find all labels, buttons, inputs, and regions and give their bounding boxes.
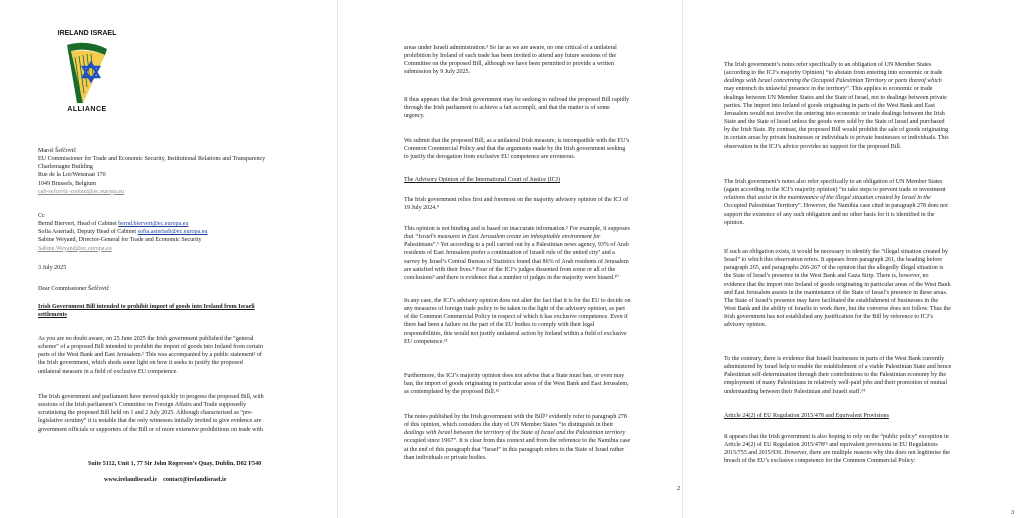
paragraph: We submit that the proposed Bill, as a unilateral Irish measure, is incompatible with the EU’s Common Commercial Policy and that the arguments made by the Irish government seeking to justify the derogation from exclusive EU competence are erroneous. [404,138,630,161]
recipient-email-link[interactable]: cab-sefcovic-contact@ec.europa.eu [38,188,125,195]
paragraph: In any case, the ICJ’s advisory opinion does not alter the fact that it is for the EU to decide on any measures of foreign trade policy to be taken in the light of the advisory opinion, as part of the Common Commercial Policy in respect of which it has exclusive competence. Even if there had been a failure on the part of the EU bodies to comply with their legal responsibilities, this would not justify unilateral action by Ireland within a field of exclusive EU competence.¹¹ [404,298,631,345]
paragraph: If such an obligation exists, it would be necessary to identify the “illegal situation created by Israel” to which this observation refers. It appears from paragraph 261, the heading before paragraph 265, and paragraphs 266-267 of the opinion that the allegedly illegal situation is the State of Israel’s presence in the West Bank and Gaza Strip. There is, however, no evidence that the import into Ireland of goods originating in particular areas of the West Bank and East Jerusalem assists in the maintenance of the State of Israel’s presence in these areas. The State of Israel’s presence may have facilitated the establishment of businesses in the West Bank and the ability of Israelis to work there, but the converse does not follow. Thus the Irish government has not established any justification for the Bill by reference to ICJ’s advisory opinion. [724,249,951,329]
address-line: EU Commissioner for Trade and Economic Security, Institutional Relations and Transparency [38,156,266,163]
letter-page-3 [687,0,1024,518]
address-line: Charlemagne Building [38,164,93,171]
paragraph: The Irish government’s notes refer specifically to an obligation of UN Member States (according to the ICJ’s majority Opinion) “to abstain from entering into economic or trade dealings with Israel concerning the Occupied Palestinian Territory or parts thereof which may entrench its unlawful presence in the territory”. This applies to economic or trade dealings between UN Member States and the State of Israel, not to dealings between private parties. The import into Ireland of goods originating in parts of the West Bank and East Jerusalem would not involve the entering into economic or trade dealings between the Irish State and the State of Israel unless the goods were sold by the State of Israel and purchased by the Irish State. By contrast, the proposed Bill would prohibit the sale of goods originating in certain areas by private businesses or individuals to private businesses or individuals. This observation in the ICJ’s advice provides no support for the proposed Bill. [724,62,949,150]
cc-email-link[interactable]: sofia.asteriadi@ec.europa.eu [137,229,208,236]
footer-address: Suite 5112, Unit 1, 77 Sir John Rogerson’s Quay, Dublin, D02 F540 [88,461,262,467]
cc-list [38,212,308,253]
salutation: Dear Commissioner Šefčovič [38,286,110,292]
cc-entry: Sofia Asteriadi, Deputy Head of Cabinet sofia.asteriadi@ec.europa.eu [38,229,208,236]
paragraph: This opinion is not binding and is based on inaccurate information.⁵ For example, it supposes that “Israel’s measures in East Jerusalem create an inhospitable environment for Palestinians”.⁶ Yet according to a poll carried out by a Palestinian news agency, 93% of Arab residents of East Jerusalem prefer a continuation of Israeli rule of the united city⁷ and a survey by Israel’s Central Bureau of Statistics found that 86% of Arab residents of Jerusalem are satisfied with their lives.⁸ Four of the ICJ’s judges dissented from some or all of the conclusions⁹ and there is evidence that a number of judges in the majority were biased.¹⁰ [404,226,630,281]
cc-email-link[interactable]: Sabine.Weyand@ec.europa.eu [38,245,112,252]
letter-subject: Irish Government Bill intended to prohibit import of goods into Ireland from Israeli settlements [38,304,255,319]
addressee-name: Maroš Šefčovič [38,148,77,154]
paragraph: As you are no doubt aware, on 25 June 2025 the Irish government published the “general scheme” of a proposed Bill intended to prohibit the import of goods into Ireland from certain parts of the West Bank and East Jerusalem.¹ This was accompanied by a public statement² of the Irish government, which sheds some light on how it seeks to justify the proposed unilateral measure in a field of exclusive EU competence. [38,336,263,375]
paragraph: It appears that the Irish government is also hoping to rely on the “public policy” exception in Article 24(2) of EU Regulation 2015/478¹⁵ and equivalent provisions in EU Regulations 2015/755 and 2015/936. However, there are multiple reasons why this does not legitimise the breach of the EU’s exclusive competence for the Common Commercial Policy: [724,434,950,465]
cc-email-link[interactable]: bernd.biervert@ec.europa.eu [118,221,189,228]
footer-contact [104,477,226,483]
page-number: 3 [1011,509,1015,516]
harp-star-emblem [61,41,113,105]
paragraph: The Irish government and parliament have moved quickly to progress the proposed Bill, with sessions of the Irish parliament’s Committee on Foreign Affairs and Trade supposedly scrutinising the proposed Bill held on 1 and 2 July 2025. Although characterised as “pre- legislative scrutiny” it is notable that the only witnesses initially invited to give evidence are government officials or supporters of the Bill or of more extensive prohibitions on trade with [38,394,264,433]
letter-date: 3 July 2025 [38,265,67,271]
letter-page-2 [343,0,683,518]
paragraph: It thus appears that the Irish government may be seeking to railroad the proposed Bill rapidly through the Irish parliament to achieve a fait accompli, and that the matter is of some urgency. [404,97,630,120]
ireland-israel-alliance-logo [47,30,127,115]
paragraph: Furthermore, the ICJ’s majority opinion does not advise that a State must ban, or even may ban, the import of goods originating in particular areas of the West Bank and East Jerusalem, as contemplated by the proposed Bill.¹² [404,373,629,396]
paragraph: The Irish government’s notes also refer specifically to an obligation of UN Member States (again according to the ICJ’s majority opinion) “to take steps to prevent trade or investment relations that assist in the maintenance of the illegal situation created by Israel in the Occupied Palestinian Territory”. However, the Namibia case cited in paragraph 278 does not support the existence of any such obligation and no other basis for it is identified in the opinion. [724,179,948,226]
website-link[interactable]: www.irelandisrael.ie [104,477,158,483]
paragraph: The notes published by the Irish government with the Bill¹³ evidently refer to paragraph 278 of this opinion, which considers the duty of UN Member States “to distinguish in their dealings with Israel between the territory of the State of Israel and the Palestinian territory occupied since 1967”. It is clear from this context and from the reference to the Namibia case at the end of this paragraph that “Israel” in this paragraph refers to the State of Israel rather than individuals or private bodies. [404,414,631,461]
paragraph: To the contrary, there is evidence that Israeli businesses in parts of the West Bank currently administered by Israel help to enable the establishment of a viable Palestinian State and hence Palestinian self-determination through their contributions to the Palestinian economy by the employment of many Palestinians in relatively well-paid jobs and their promotion of mutual understanding between their Palestinian and Israeli staff.¹⁴ [724,356,952,395]
letter-page-1 [0,0,338,518]
cc-entry: Sabine Weyand, Director-General for Trade and Economic Security [38,237,202,244]
logo-top-text: IRELAND ISRAEL [57,30,117,37]
paragraph: areas under Israeli administration.³ So far as we are aware, no one critical of a unilateral prohibition by Ireland of such trade has been invited to attend any future sessions of the Committee on the proposed Bill, although we have been permitted to provide a written submission by 9 July 2025. [404,45,617,76]
address-line: Rue de la Loi/Wetstraat 170 [38,172,106,179]
paragraph: The Irish government relies first and foremost on the majority advisory opinion of the ICJ of 19 July 2024.⁴ [404,197,629,212]
logo-bottom-text: ALLIANCE [67,106,107,113]
recipient-address [38,147,308,196]
section-heading: The Advisory Opinion of the International Court of Justice (ICJ) [404,177,561,183]
cc-entry: Bernd Biervert, Head of Cabinet bernd.biervert@ec.europa.eu [38,221,189,228]
page-number: 2 [677,485,681,492]
section-heading: Article 24(2) of EU Regulation 2015/478 and Equivalent Provisions [724,413,889,419]
address-line: 1049 Brussels, Belgium [38,180,96,187]
contact-email-link[interactable]: contact@irelandisrael.ie [163,477,227,483]
cc-label: Cc [38,213,45,219]
